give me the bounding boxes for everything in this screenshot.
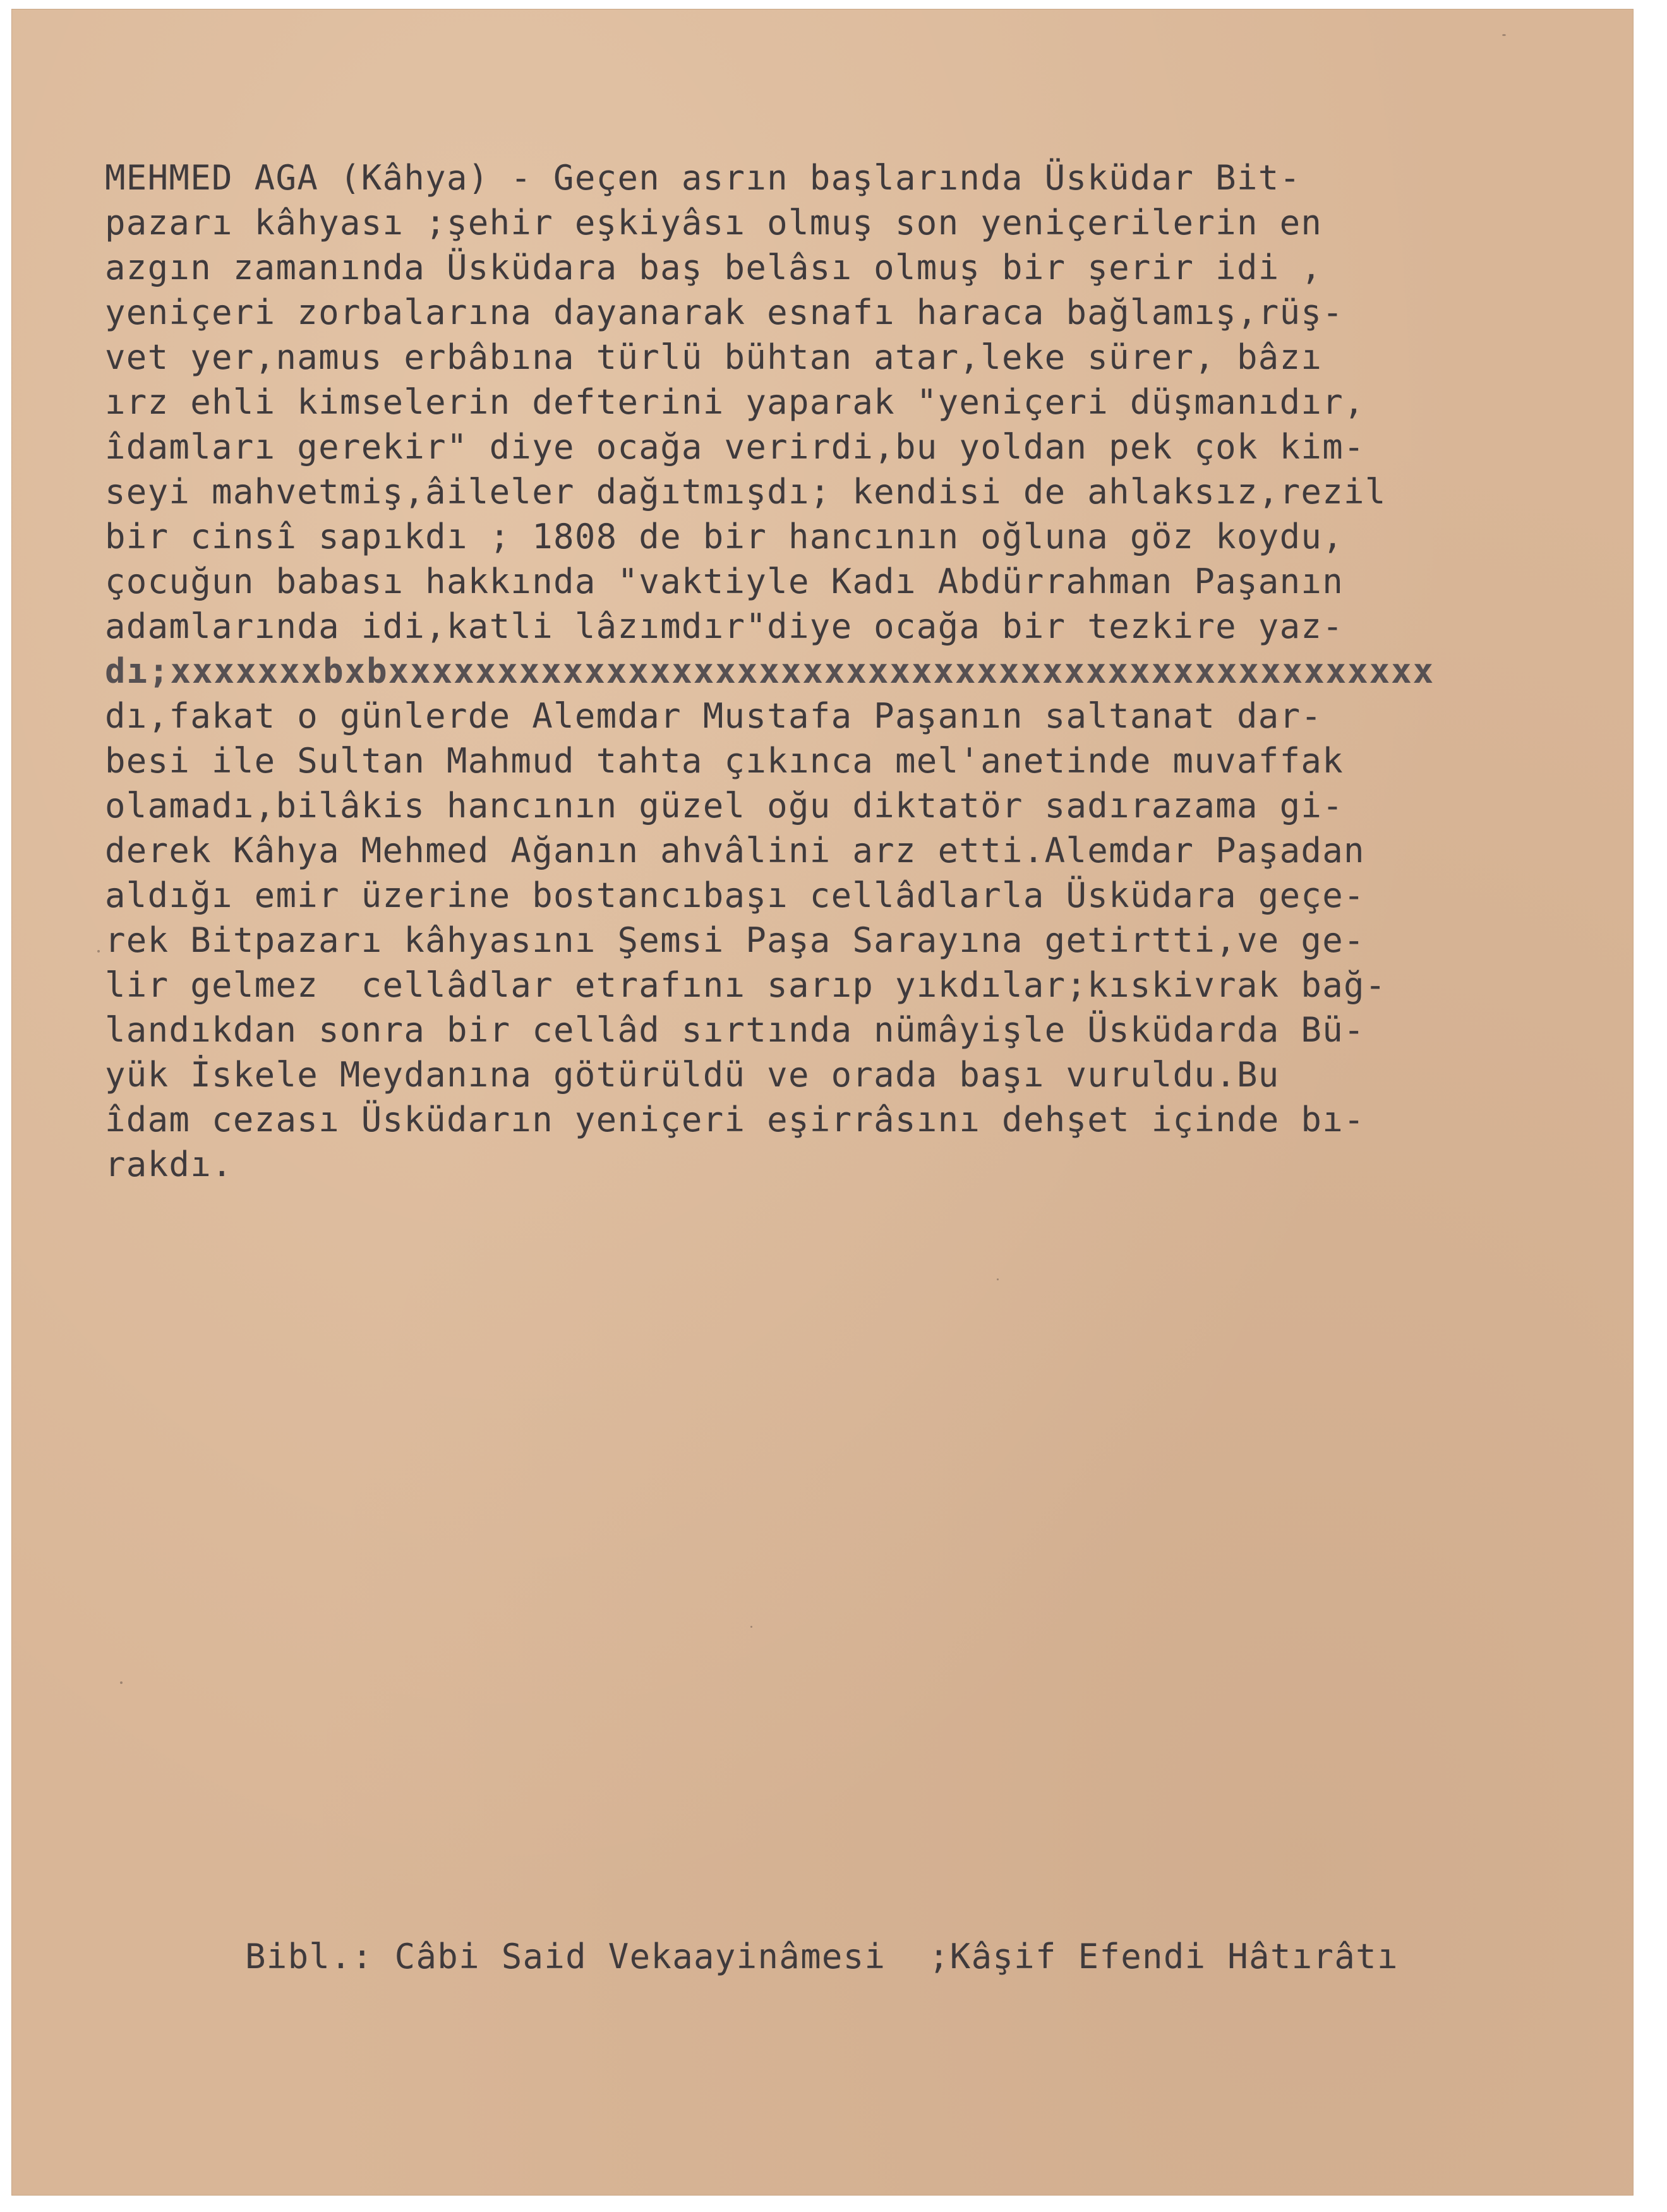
text-line: MEHMED AGA (Kâhya) - Geçen asrın başlarında Üsküdar Bit- (105, 158, 1301, 198)
text-line: seyi mahvetmiş,âileler dağıtmışdı; kendisi de ahlaksız,rezil (105, 472, 1387, 512)
paper-speck (750, 1626, 752, 1628)
struck-out-line: dı;xxxxxxxbxbxxxxxxxxxxxxxxxxxxxxxxxxxxxxxxxxxxxxxxxxxxxxxxxx (105, 651, 1435, 691)
entry-text (105, 155, 1634, 1187)
text-line: îdam cezası Üsküdarın yeniçeri eşirrâsını dehşet içinde bı- (105, 1100, 1365, 1139)
text-line: vet yer,namus erbâbına türlü bühtan atar,leke sürer, bâzı (105, 337, 1323, 377)
text-line: azgın zamanında Üsküdara baş belâsı olmuş bir şerir idi , (105, 248, 1323, 287)
text-line: derek Kâhya Mehmed Ağanın ahvâlini arz etti.Alemdar Paşadan (105, 831, 1365, 870)
text-line: rek Bitpazarı kâhyasını Şemsi Paşa Sarayına getirtti,ve ge- (105, 920, 1365, 960)
text-line: olamadı,bilâkis hancının güzel oğu diktatör sadırazama gi- (105, 786, 1344, 826)
text-line: besi ile Sultan Mahmud tahta çıkınca mel'anetinde muvaffak (105, 741, 1344, 781)
typewritten-page (11, 9, 1634, 2196)
text-line: pazarı kâhyası ;şehir eşkiyâsı olmuş son yeniçerilerin en (105, 203, 1323, 243)
paper-speck (97, 950, 100, 953)
text-line: aldığı emir üzerine bostancıbaşı cellâdlarla Üsküdara geçe- (105, 875, 1365, 915)
text-line: yeniçeri zorbalarına dayanarak esnafı haraca bağlamış,rüş- (105, 292, 1344, 332)
paper-speck (1502, 34, 1506, 36)
paper-speck (120, 1681, 123, 1684)
bibliography-line: Bibl.: Câbi Said Vekaayinâmesi ;Kâşif Efendi Hâtırâtı (245, 1937, 1399, 1976)
text-line: çocuğun babası hakkında "vaktiyle Kadı Abdürrahman Paşanın (105, 562, 1344, 601)
text-line: rakdı. (105, 1145, 233, 1184)
text-line: yük İskele Meydanına götürüldü ve orada başı vuruldu.Bu (105, 1055, 1280, 1095)
text-line: bir cinsî sapıkdı ; 1808 de bir hancının oğluna göz koydu, (105, 517, 1344, 556)
text-line: landıkdan sonra bir cellâd sırtında nümâyişle Üsküdarda Bü- (105, 1010, 1365, 1050)
text-line: adamlarında idi,katli lâzımdır"diye ocağa bir tezkire yaz- (105, 606, 1344, 646)
text-line: lir gelmez cellâdlar etrafını sarıp yıkdılar;kıskivrak bağ- (105, 965, 1387, 1005)
text-line: îdamları gerekir" diye ocağa verirdi,bu yoldan pek çok kim- (105, 427, 1365, 467)
paper-speck (997, 1278, 999, 1280)
text-line: ırz ehli kimselerin defterini yaparak "yeniçeri düşmanıdır, (105, 382, 1365, 422)
text-line: dı,fakat o günlerde Alemdar Mustafa Paşanın saltanat dar- (105, 696, 1323, 736)
